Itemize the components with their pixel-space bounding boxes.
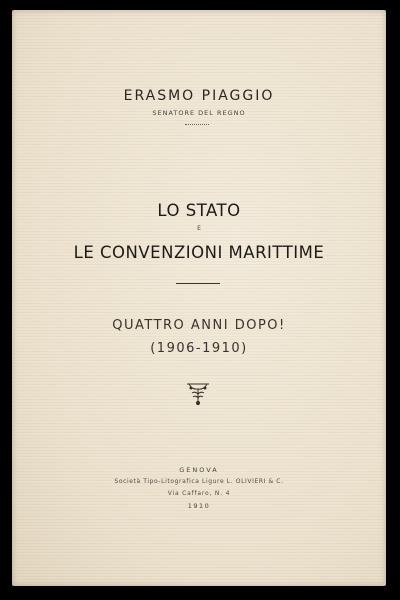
title-line-1: LO STATO [157, 201, 241, 220]
title-conjunction: E [197, 225, 201, 232]
subtitle-line-1: QUATTRO ANNI DOPO! [112, 318, 286, 333]
author-title: SENATORE DEL REGNO [152, 109, 246, 117]
title-divider [176, 283, 220, 284]
imprint-city: GENOVA [179, 466, 219, 474]
imprint-year: 1910 [187, 502, 211, 510]
imprint-press: Società Tipo-Litografica Ligure L. OLIVIERI & C. [114, 478, 284, 485]
floral-vignette-icon [184, 380, 212, 408]
author-name: ERASMO PIAGGIO [123, 88, 275, 104]
imprint-street: Via Caffaro, N. 4 [167, 490, 231, 497]
author-divider [185, 124, 209, 125]
subtitle-dates: (1906-1910) [150, 341, 248, 356]
book-cover-page [12, 10, 386, 586]
title-line-2: LE CONVENZIONI MARITTIME [73, 243, 325, 262]
